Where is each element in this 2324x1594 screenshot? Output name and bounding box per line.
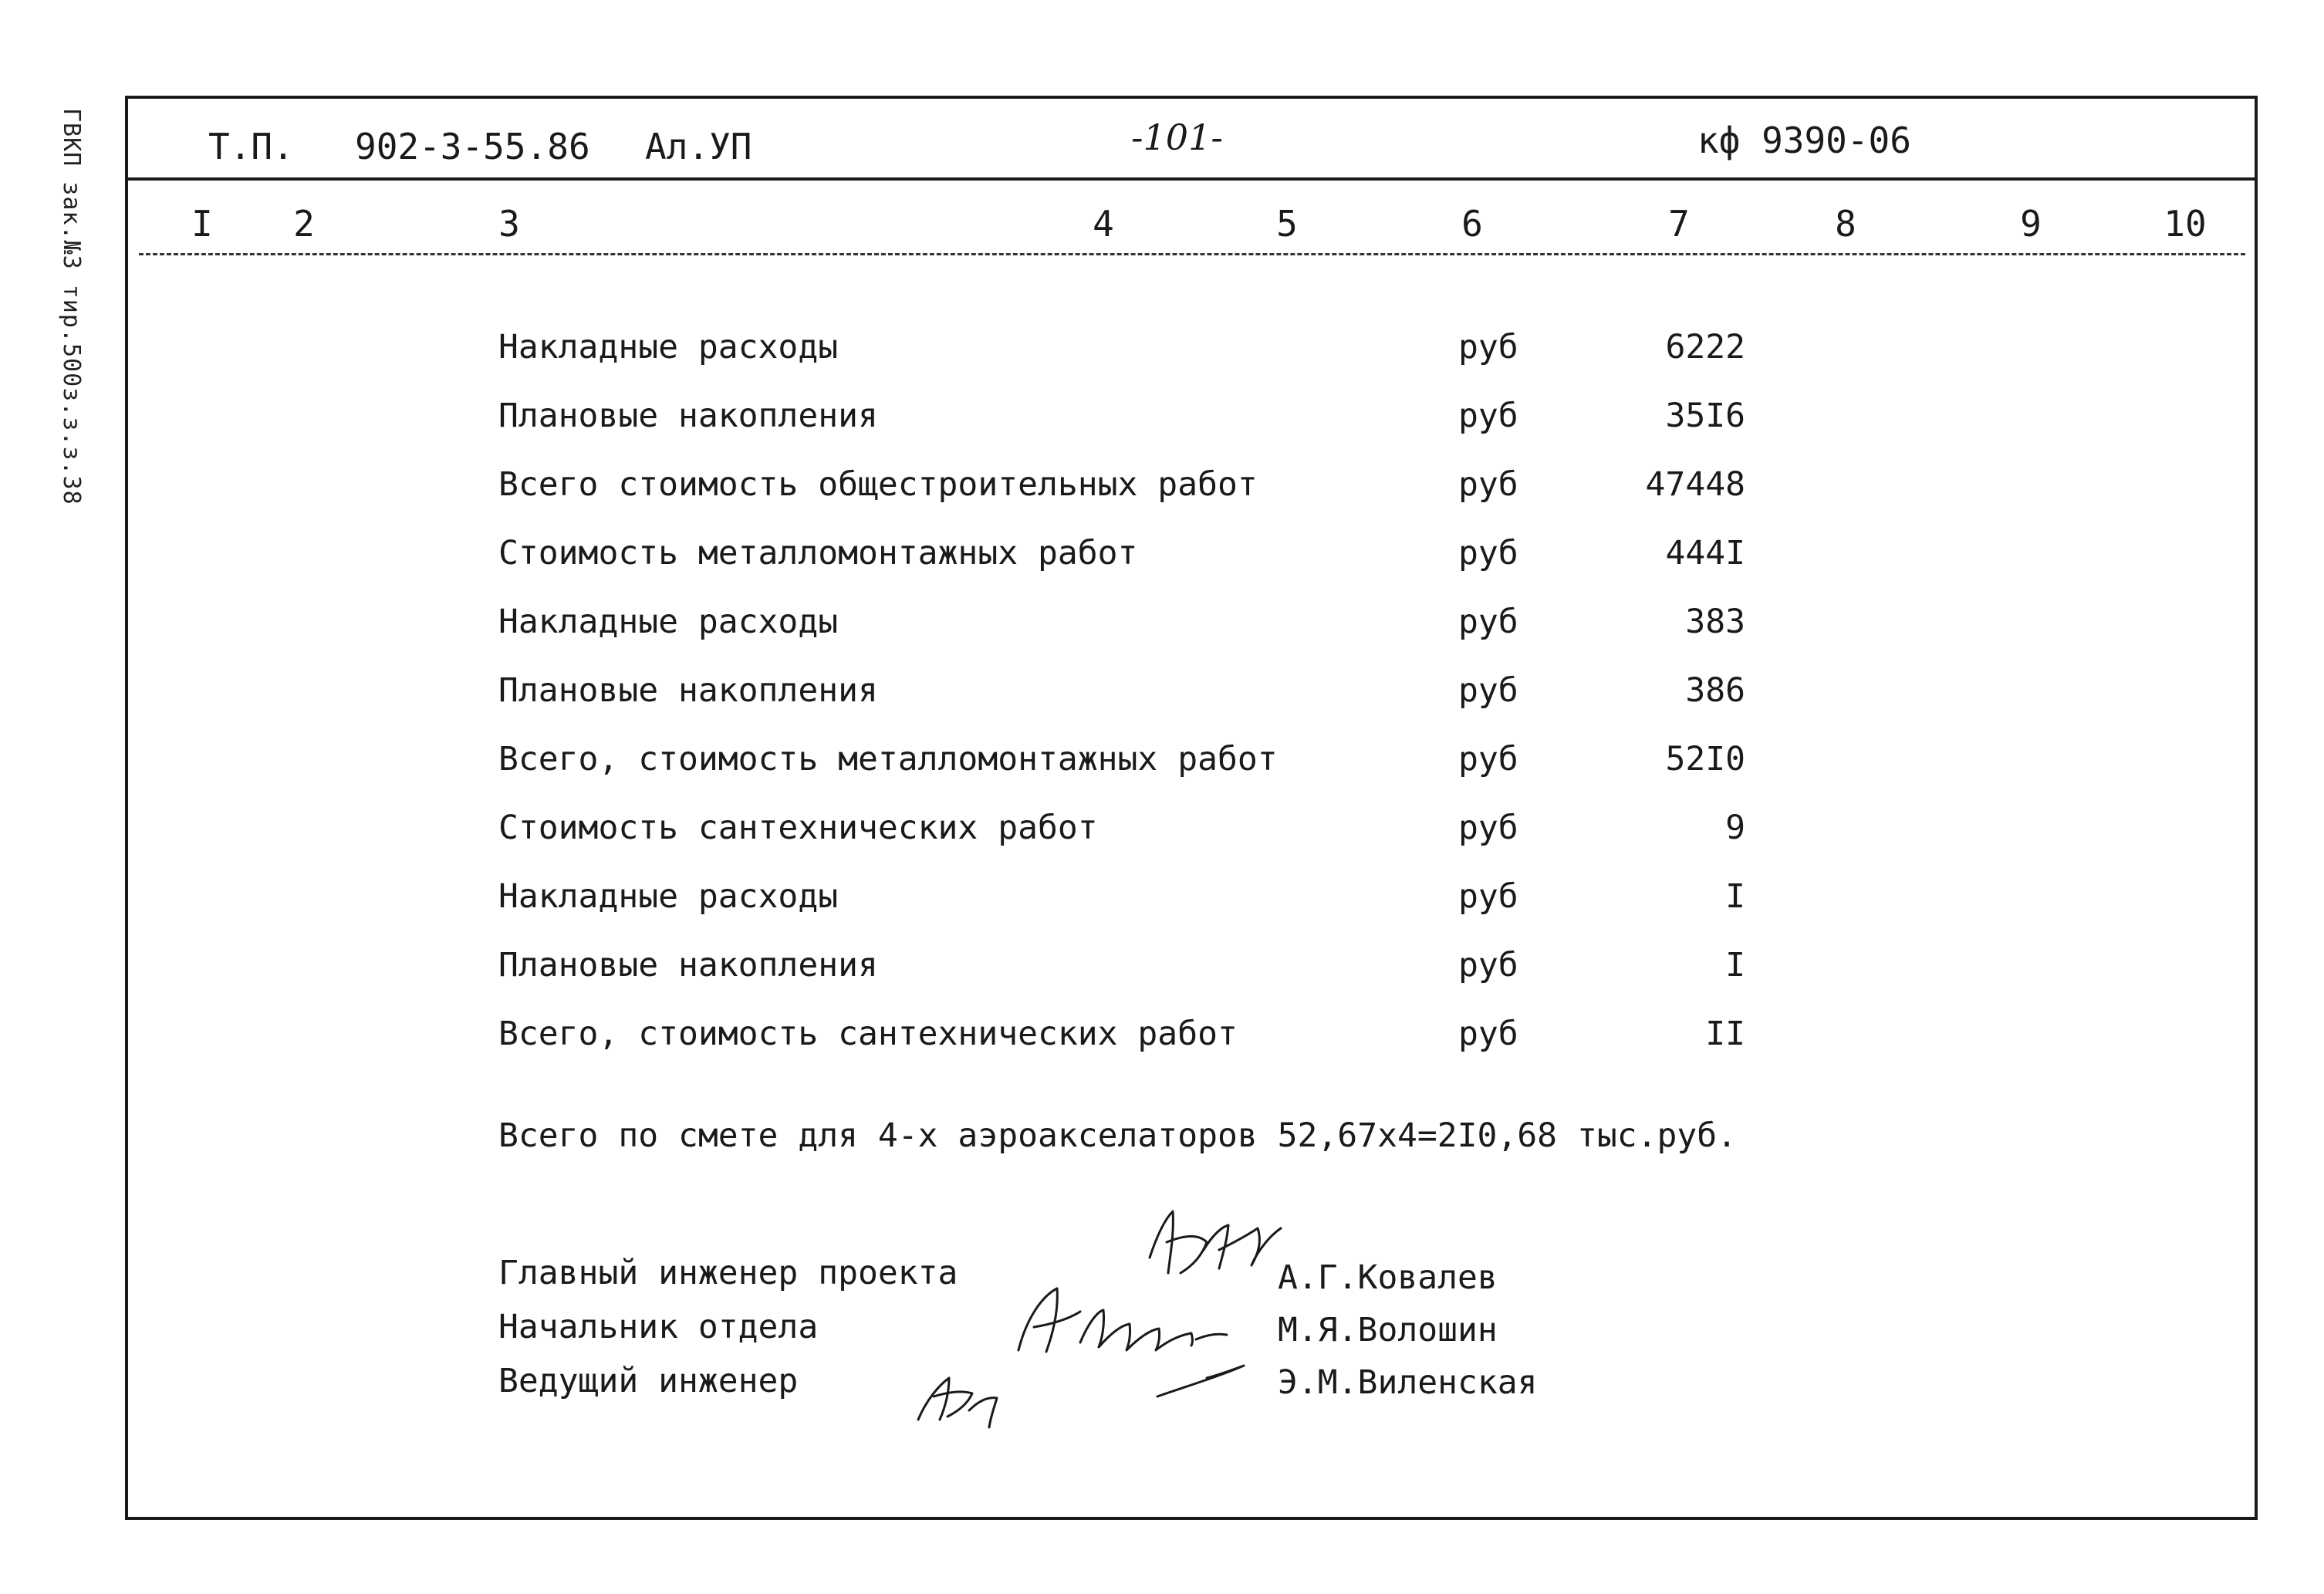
page-number: -101- xyxy=(1131,117,1223,158)
column-number: 4 xyxy=(1093,203,1114,245)
row-value: 386 xyxy=(1685,671,1745,710)
column-number: 7 xyxy=(1668,203,1690,245)
row-label: Плановые накопления xyxy=(498,397,878,435)
column-number: 3 xyxy=(498,203,520,245)
row-unit: руб xyxy=(1458,1015,1518,1053)
cost-row xyxy=(0,934,2324,996)
signatory-role: Начальник отдела xyxy=(498,1308,819,1346)
header-divider xyxy=(125,177,2258,181)
side-stamp: ГВКП зак.№3 тир.500з.з.з.38 xyxy=(58,108,85,505)
row-unit: руб xyxy=(1458,946,1518,984)
row-label: Накладные расходы xyxy=(498,877,839,916)
row-unit: руб xyxy=(1458,877,1518,916)
column-number: 9 xyxy=(2020,203,2042,245)
cost-row xyxy=(0,522,2324,584)
signatory-role: Главный инженер проекта xyxy=(498,1254,958,1292)
signature-department-head xyxy=(1018,1288,1227,1352)
cost-row xyxy=(0,316,2324,378)
album-label: Ал.УП xyxy=(645,126,752,167)
registry-code: кф 9390-06 xyxy=(1697,120,1911,161)
row-unit: руб xyxy=(1458,328,1518,366)
series-label: Т.П. xyxy=(208,126,294,167)
row-label: Всего, стоимость металломонтажных работ xyxy=(498,740,1278,778)
column-number: 8 xyxy=(1835,203,1856,245)
row-unit: руб xyxy=(1458,671,1518,710)
row-value: 9 xyxy=(1725,809,1745,847)
row-unit: руб xyxy=(1458,534,1518,572)
row-value: 6222 xyxy=(1665,328,1745,366)
column-number: 2 xyxy=(293,203,315,245)
signatory-name: М.Я.Волошин xyxy=(1278,1311,1498,1349)
cost-row xyxy=(0,866,2324,927)
row-value: 47448 xyxy=(1645,465,1745,504)
row-label: Всего стоимость общестроительных работ xyxy=(498,465,1258,504)
row-label: Плановые накопления xyxy=(498,946,878,984)
cost-row xyxy=(0,385,2324,447)
cost-row xyxy=(0,797,2324,859)
signature-chief-engineer xyxy=(1150,1211,1281,1273)
column-number: I xyxy=(191,203,213,245)
column-divider xyxy=(139,253,2245,255)
row-label: Накладные расходы xyxy=(498,328,839,366)
row-label: Стоимость металломонтажных работ xyxy=(498,534,1138,572)
row-value: 444I xyxy=(1665,534,1745,572)
row-unit: руб xyxy=(1458,397,1518,435)
column-number: 5 xyxy=(1276,203,1298,245)
row-unit: руб xyxy=(1458,809,1518,847)
project-code: 902-3-55.86 xyxy=(355,126,590,167)
row-label: Стоимость сантехнических работ xyxy=(498,809,1098,847)
cost-row xyxy=(0,728,2324,790)
signatory-name: Э.М.Виленская xyxy=(1278,1363,1538,1402)
row-unit: руб xyxy=(1458,465,1518,504)
handwritten-signatures xyxy=(895,1188,1296,1435)
row-value: 383 xyxy=(1685,603,1745,641)
row-value: I xyxy=(1725,946,1745,984)
row-value: 35I6 xyxy=(1665,397,1745,435)
signature-underline xyxy=(1157,1366,1244,1396)
row-label: Всего, стоимость сантехнических работ xyxy=(498,1015,1238,1053)
row-unit: руб xyxy=(1458,603,1518,641)
signatory-role: Ведущий инженер xyxy=(498,1362,799,1400)
row-value: II xyxy=(1705,1015,1745,1053)
cost-row xyxy=(0,1003,2324,1065)
row-unit: руб xyxy=(1458,740,1518,778)
estimate-total: Всего по смете для 4-х аэроакселаторов 52,67х4=2I0,68 тыс.руб. xyxy=(498,1116,1738,1155)
row-label: Плановые накопления xyxy=(498,671,878,710)
column-number: 6 xyxy=(1461,203,1483,245)
cost-row xyxy=(0,591,2324,653)
row-value: I xyxy=(1725,877,1745,916)
signature-lead-engineer xyxy=(918,1378,997,1427)
signatory-name: А.Г.Ковалев xyxy=(1278,1258,1498,1297)
cost-row xyxy=(0,660,2324,721)
cost-row xyxy=(0,454,2324,515)
row-value: 52I0 xyxy=(1665,740,1745,778)
row-label: Накладные расходы xyxy=(498,603,839,641)
column-number: 10 xyxy=(2164,203,2207,245)
